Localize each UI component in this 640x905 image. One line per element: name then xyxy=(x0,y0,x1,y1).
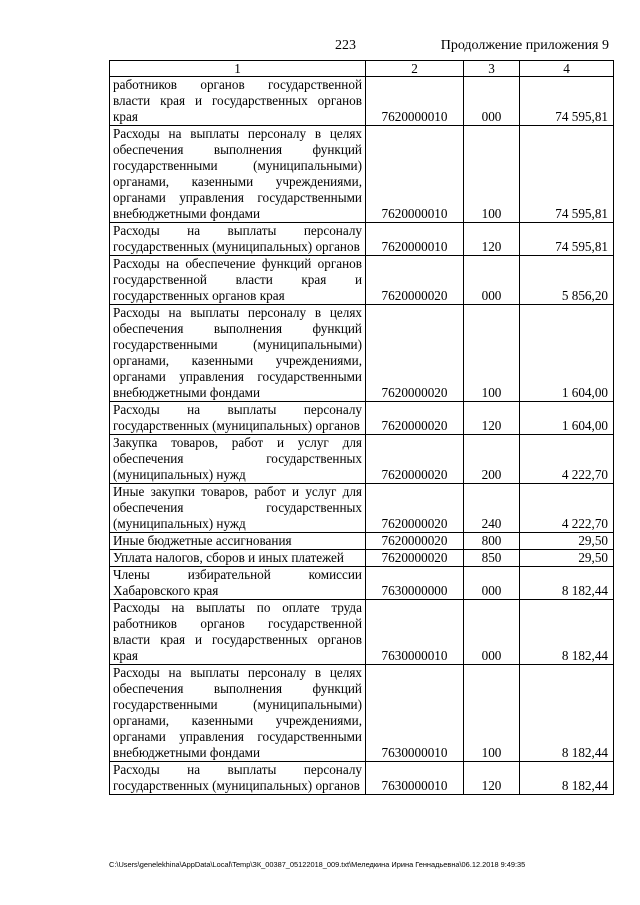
row-code: 7620000020 xyxy=(366,484,464,533)
row-amount: 8 182,44 xyxy=(520,600,614,665)
row-type: 850 xyxy=(464,550,520,567)
row-name: Закупка товаров, работ и услуг для обеспечения государственных (муниципальных) нужд xyxy=(110,435,366,484)
row-amount: 8 182,44 xyxy=(520,762,614,795)
row-type: 200 xyxy=(464,435,520,484)
row-name: Расходы на обеспечение функций органов государственной власти края и государственных органов края xyxy=(110,256,366,305)
row-code: 7620000020 xyxy=(366,402,464,435)
row-name: Члены избирательной комиссии Хабаровского края xyxy=(110,567,366,600)
table-row xyxy=(110,484,614,533)
row-type: 100 xyxy=(464,305,520,402)
column-header-1: 1 xyxy=(110,61,366,77)
table-row xyxy=(110,435,614,484)
table-row xyxy=(110,77,614,126)
row-type: 100 xyxy=(464,126,520,223)
row-code: 7620000020 xyxy=(366,533,464,550)
column-header-2: 2 xyxy=(366,61,464,77)
row-amount: 4 222,70 xyxy=(520,435,614,484)
row-code: 7620000020 xyxy=(366,256,464,305)
row-code: 7630000010 xyxy=(366,665,464,762)
row-code: 7620000020 xyxy=(366,305,464,402)
row-amount: 74 595,81 xyxy=(520,223,614,256)
row-type: 000 xyxy=(464,600,520,665)
row-amount: 5 856,20 xyxy=(520,256,614,305)
row-type: 120 xyxy=(464,223,520,256)
row-amount: 74 595,81 xyxy=(520,126,614,223)
column-header-4: 4 xyxy=(520,61,614,77)
row-code: 7620000010 xyxy=(366,77,464,126)
row-type: 000 xyxy=(464,256,520,305)
budget-table xyxy=(109,60,614,795)
row-code: 7620000010 xyxy=(366,126,464,223)
column-header-3: 3 xyxy=(464,61,520,77)
row-name: Расходы на выплаты персоналу в целях обеспечения выполнения функций государственными (муниципальными) органами, казенными учреждениями, органами управления государственными внебюджетными фондами xyxy=(110,126,366,223)
row-type: 000 xyxy=(464,567,520,600)
row-amount: 1 604,00 xyxy=(520,305,614,402)
row-amount: 4 222,70 xyxy=(520,484,614,533)
table-row xyxy=(110,402,614,435)
row-amount: 74 595,81 xyxy=(520,77,614,126)
row-name: работников органов государственной власти края и государственных органов края xyxy=(110,77,366,126)
row-amount: 8 182,44 xyxy=(520,567,614,600)
row-name: Расходы на выплаты персоналу государственных (муниципальных) органов xyxy=(110,402,366,435)
row-name: Расходы на выплаты персоналу в целях обеспечения выполнения функций государственными (муниципальными) органами, казенными учреждениями, органами управления государственными внебюджетными фондами xyxy=(110,305,366,402)
table-row xyxy=(110,223,614,256)
row-type: 120 xyxy=(464,762,520,795)
row-code: 7630000000 xyxy=(366,567,464,600)
row-code: 7620000020 xyxy=(366,435,464,484)
row-type: 100 xyxy=(464,665,520,762)
table-row xyxy=(110,256,614,305)
row-name: Расходы на выплаты персоналу государственных (муниципальных) органов xyxy=(110,223,366,256)
table-row xyxy=(110,550,614,567)
row-amount: 29,50 xyxy=(520,550,614,567)
file-path-footer: C:\Users\genelekhina\AppData\Local\Temp\ЗК_00387_05122018_009.txt\Меледкина Ирина Геннадьевна\06.12.2018 9:49:35 xyxy=(109,860,526,869)
row-name: Расходы на выплаты по оплате труда работников органов государственной власти края и государственных органов края xyxy=(110,600,366,665)
page-number: 223 xyxy=(335,38,356,53)
row-name: Расходы на выплаты персоналу в целях обеспечения выполнения функций государственными (муниципальными) органами, казенными учреждениями, органами управления государственными внебюджетными фондами xyxy=(110,665,366,762)
row-type: 800 xyxy=(464,533,520,550)
row-code: 7630000010 xyxy=(366,600,464,665)
row-amount: 1 604,00 xyxy=(520,402,614,435)
table-row xyxy=(110,533,614,550)
table-row xyxy=(110,600,614,665)
row-type: 120 xyxy=(464,402,520,435)
row-code: 7630000010 xyxy=(366,762,464,795)
table-row xyxy=(110,126,614,223)
row-type: 240 xyxy=(464,484,520,533)
row-code: 7620000020 xyxy=(366,550,464,567)
row-amount: 8 182,44 xyxy=(520,665,614,762)
row-name: Расходы на выплаты персоналу государственных (муниципальных) органов xyxy=(110,762,366,795)
row-type: 000 xyxy=(464,77,520,126)
table-header-row xyxy=(110,61,614,77)
table-row xyxy=(110,665,614,762)
table-row xyxy=(110,762,614,795)
row-name: Иные бюджетные ассигнования xyxy=(110,533,366,550)
row-name: Уплата налогов, сборов и иных платежей xyxy=(110,550,366,567)
continuation-label: Продолжение приложения 9 xyxy=(440,38,609,53)
table-row xyxy=(110,567,614,600)
table-row xyxy=(110,305,614,402)
row-amount: 29,50 xyxy=(520,533,614,550)
row-code: 7620000010 xyxy=(366,223,464,256)
row-name: Иные закупки товаров, работ и услуг для обеспечения государственных (муниципальных) нужд xyxy=(110,484,366,533)
